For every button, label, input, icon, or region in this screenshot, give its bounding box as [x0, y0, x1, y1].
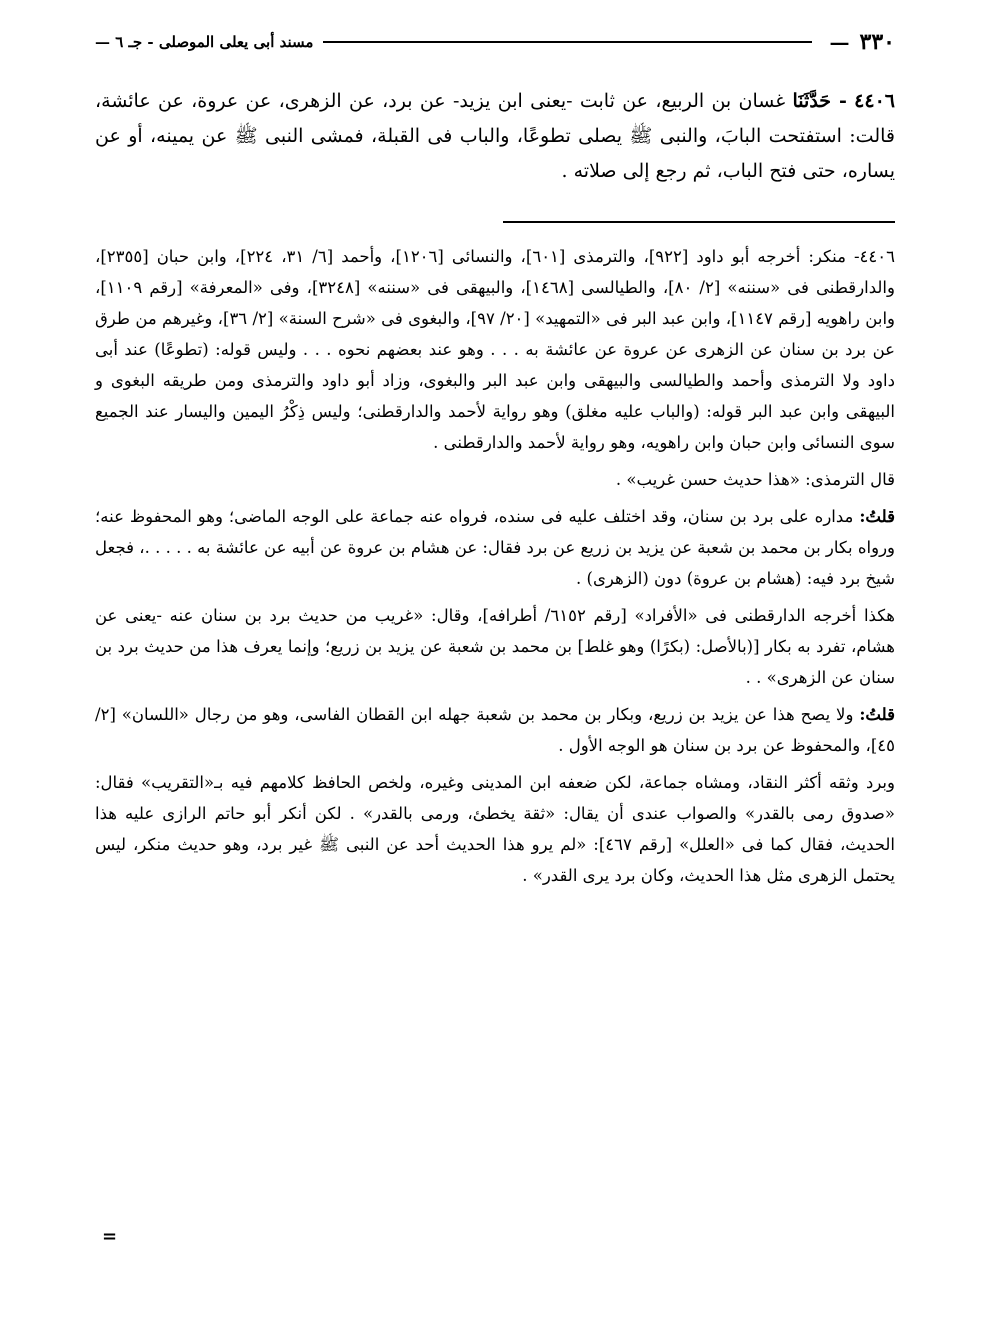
qultu-label: قلتُ: [859, 705, 895, 724]
hadith-text: غسان بن الربيع، عن ثابت -يعنى ابن يزيد- عن برد، عن الزهرى، عن عروة، عن عائشة، قالت: استفتحت البابَ، والنبى ﷺ يصلى تطوعًا، والباب فى القبلة، فمشى النبى ﷺ عن يمينه، أو عن يساره، حتى فتح الباب، ثم رجع إلى صلاته . [95, 90, 895, 182]
continuation-mark: = [102, 1226, 118, 1247]
page-number: ٣٣٠ [859, 29, 895, 55]
comment-1-text: مداره على برد بن سنان، وقد اختلف عليه فى سنده، فرواه عنه جماعة على الوجه الماضى؛ وهو المحفوظ عنه؛ ورواه بكار بن محمد بن شعبة عن يزيد بن زريع عن برد فقال: عن هشام بن عروة عن أبيه عن عائشة به . . . . .، فجعل شيخ برد فيه: (هشام بن عروة) دون (الزهرى) . [95, 507, 895, 588]
page-header [95, 22, 895, 62]
footnote-comment-2 [95, 699, 895, 761]
header-dash: — [829, 30, 850, 54]
footnote-burd: وبرد وثقه أكثر النقاد، ومشاه جماعة، لكن ضعفه ابن المدينى وغيره، ولخص الحافظ كلامهم فيه بـ«التقريب» فقال: «صدوق رمى بالقدر» والصواب عندى أن يقال: «ثقة يخطئ، ورمى بالقدر» . لكن أنكر أبو حاتم الرازى عليه هذا الحديث، فقال كما فى «العلل» [رقم ٤٦٧]: «لم يرو هذا الحديث أحد عن النبى ﷺ غير برد، وهو حديث منكر، ليس يحتمل الزهرى مثل هذا الحديث، وكان برد يرى القدر» . [95, 773, 895, 885]
qultu-label: قلتُ: [859, 507, 895, 526]
footnote-comment-1 [95, 501, 895, 594]
footnote-separator [503, 221, 895, 223]
comment-2-text: ولا يصح هذا عن يزيد بن زريع، وبكار بن محمد بن شعبة جهله ابن القطان الفاسى، وهو من رجال «اللسان» [٢/ ٤٥]، والمحفوظ عن برد بن سنان هو الوجه الأول . [95, 705, 895, 755]
page [95, 22, 895, 897]
footnote-daraqutni: هكذا أخرجه الدارقطنى فى «الأفراد» [رقم ٦١٥٢/ أطرافه]، وقال: «غريب من حديث برد بن سنان عنه -يعنى عن هشام، تفرد به بكار [(بالأصل: (بكرًا) وهو غلط] بن محمد بن شعبة عن يزيد بن زريع؛ وإنما يعرف هذا من حديث برد بن سنان عن الزهرى» . . [95, 606, 896, 687]
hadith-body: ٤٤٠٦ - حَدَّثَنَا غسان بن الربيع، عن ثابت -يعنى ابن يزيد- عن برد، عن الزهرى، عن عروة، عن عائشة، قالت: استفتحت البابَ، والنبى ﷺ يصلى تطوعًا، والباب فى القبلة، فمشى النبى ﷺ عن يمينه، أو عن يساره، حتى فتح الباب، ثم رجع إلى صلاته . [95, 90, 895, 182]
footnote-takhrij: ٤٤٠٦- منكر: أخرجه أبو داود [٩٢٢]، والترمذى [٦٠١]، والنسائى [١٢٠٦]، وأحمد [٦/ ٣١، ٢٢٤]، وابن حبان [٢٣٥٥]، والدارقطنى فى «سننه» [٢/ ٨٠]، والطيالسى [١٤٦٨]، والبيهقى فى «سننه» [٣٢٤٨]، وفى «المعرفة» [رقم ١١٠٩]، وابن راهويه [رقم ١١٤٧]، وابن عبد البر فى «التمهيد» [٢٠/ ٩٧]، والبغوى فى «شرح السنة» [٢/ ٣٦]، وغيرهم من طرق عن برد بن سنان عن الزهرى عن عروة عن عائشة به . . . وهو عند بعضهم نحوه . . . وليس قوله: (تطوعًا) عند أبى داود ولا الترمذى وأحمد والطيالسى والبيهقى وابن عبد البر والبغوى، وزاد أبو داود والترمذى ومن طريقه البغوى و البيهقى وابن عبد البر قوله: (والباب عليه مغلق) وهو رواية لأحمد والدارقطنى؛ وليس ذِكْرُ اليمين واليسار عند الجميع سوى النسائى وابن حبان وابن راهويه، وهو رواية لأحمد والدارقطنى . [95, 247, 895, 452]
running-title: مسند أبى يعلى الموصلى - جـ ٦ — [95, 33, 314, 51]
footnote-tirmidhi: قال الترمذى: «هذا حديث حسن غريب» . [615, 470, 895, 489]
hadith-opening-word: حَدَّثَنَا [792, 90, 832, 112]
header-rule [323, 41, 811, 43]
hadith-number: ٤٤٠٦ [854, 90, 895, 112]
footnotes [95, 241, 895, 891]
